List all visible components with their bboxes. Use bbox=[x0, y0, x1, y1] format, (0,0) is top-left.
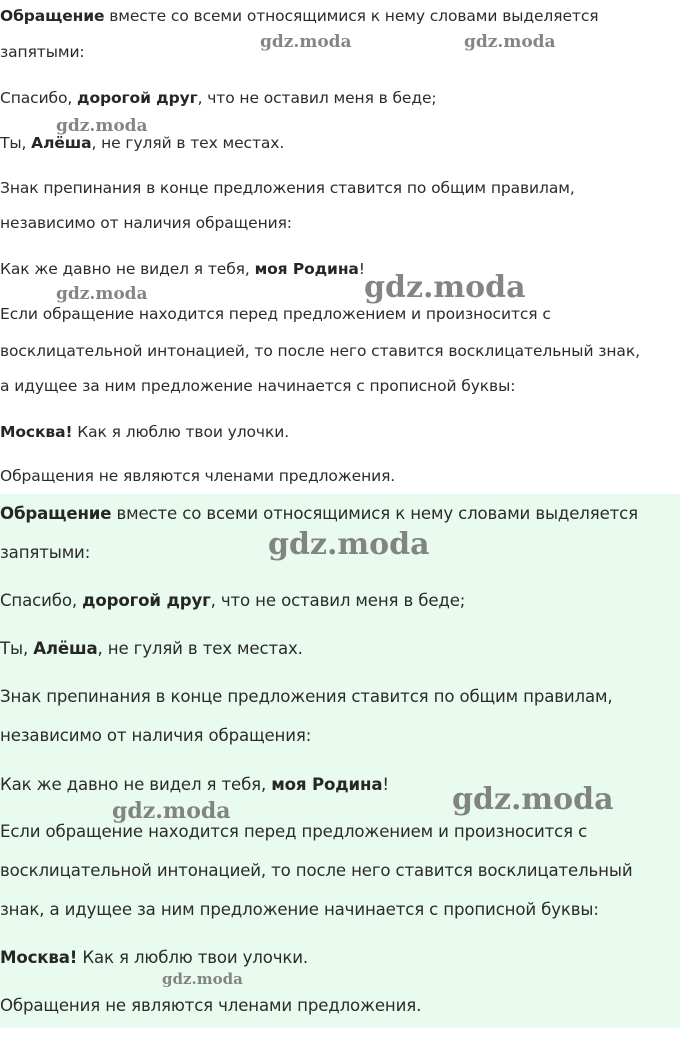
address-highlight: Алёша bbox=[31, 134, 92, 152]
address-highlight: Москва! bbox=[0, 948, 78, 967]
address-highlight: Москва! bbox=[0, 423, 73, 441]
example-line-1: Спасибо, дорогой друг, что не оставил меня в беде; bbox=[0, 591, 466, 610]
example-line-4: Москва! Как я люблю твои улочки. bbox=[0, 423, 290, 441]
rule-line-3: Знак препинания в конце предложения ставится по общим правилам, bbox=[0, 179, 575, 197]
watermark-logo: gdz.moda bbox=[268, 527, 430, 562]
example-line-1: Спасибо, дорогой друг, что не оставил меня в беде; bbox=[0, 89, 437, 107]
example-line-4: Москва! Как я люблю твои улочки. bbox=[0, 948, 309, 967]
rule-line-7: знак, а идущее за ним предложение начинается с прописной буквы: bbox=[0, 900, 599, 919]
rule-line-1: Обращение вместе со всеми относящимися к нему словами выделяется bbox=[0, 7, 599, 25]
watermark-logo: gdz.moda bbox=[260, 32, 352, 52]
rule-line-8: Обращения не являются членами предложения. bbox=[0, 467, 396, 485]
rule-block-original bbox=[0, 0, 680, 494]
rule-line-4: независимо от наличия обращения: bbox=[0, 214, 292, 232]
watermark-logo: gdz.moda bbox=[56, 116, 148, 136]
rule-line-4: независимо от наличия обращения: bbox=[0, 726, 312, 745]
watermark-logo: gdz.moda bbox=[364, 270, 526, 305]
rule-line-2: запятыми: bbox=[0, 43, 85, 61]
term-obrashchenie: Обращение bbox=[0, 7, 105, 25]
watermark-logo: gdz.moda bbox=[112, 798, 231, 824]
rule-line-8: Обращения не являются членами предложения. bbox=[0, 996, 422, 1015]
watermark-logo: gdz.moda bbox=[162, 970, 243, 988]
rule-block-highlighted bbox=[0, 494, 680, 1028]
term-obrashchenie: Обращение bbox=[0, 504, 112, 523]
example-line-2: Ты, Алёша, не гуляй в тех местах. bbox=[0, 134, 285, 152]
example-line-3: Как же давно не видел я тебя, моя Родина! bbox=[0, 775, 389, 794]
example-line-3: Как же давно не видел я тебя, моя Родина! bbox=[0, 260, 365, 278]
rule-line-3: Знак препинания в конце предложения ставится по общим правилам, bbox=[0, 687, 613, 706]
example-line-2: Ты, Алёша, не гуляй в тех местах. bbox=[0, 639, 303, 658]
rule-line-5: Если обращение находится перед предложением и произносится с bbox=[0, 822, 588, 841]
address-highlight: дорогой друг bbox=[77, 89, 198, 107]
address-highlight: дорогой друг bbox=[82, 591, 211, 610]
rule-line-7: а идущее за ним предложение начинается с прописной буквы: bbox=[0, 377, 516, 395]
address-highlight: Алёша bbox=[33, 639, 98, 658]
rule-line-2: запятыми: bbox=[0, 543, 91, 562]
watermark-logo: gdz.moda bbox=[464, 32, 556, 52]
rule-line-5: Если обращение находится перед предложением и произносится с bbox=[0, 305, 551, 323]
watermark-logo: gdz.moda bbox=[452, 782, 614, 817]
address-highlight: моя Родина bbox=[254, 260, 359, 278]
rule-line-1: Обращение вместе со всеми относящимися к нему словами выделяется bbox=[0, 504, 638, 523]
address-highlight: моя Родина bbox=[271, 775, 383, 794]
watermark-logo: gdz.moda bbox=[56, 284, 148, 304]
rule-line-6: восклицательной интонацией, то после него ставится восклицательный знак, bbox=[0, 342, 640, 360]
rule-line-6: восклицательной интонацией, то после него ставится восклицательный bbox=[0, 861, 633, 880]
